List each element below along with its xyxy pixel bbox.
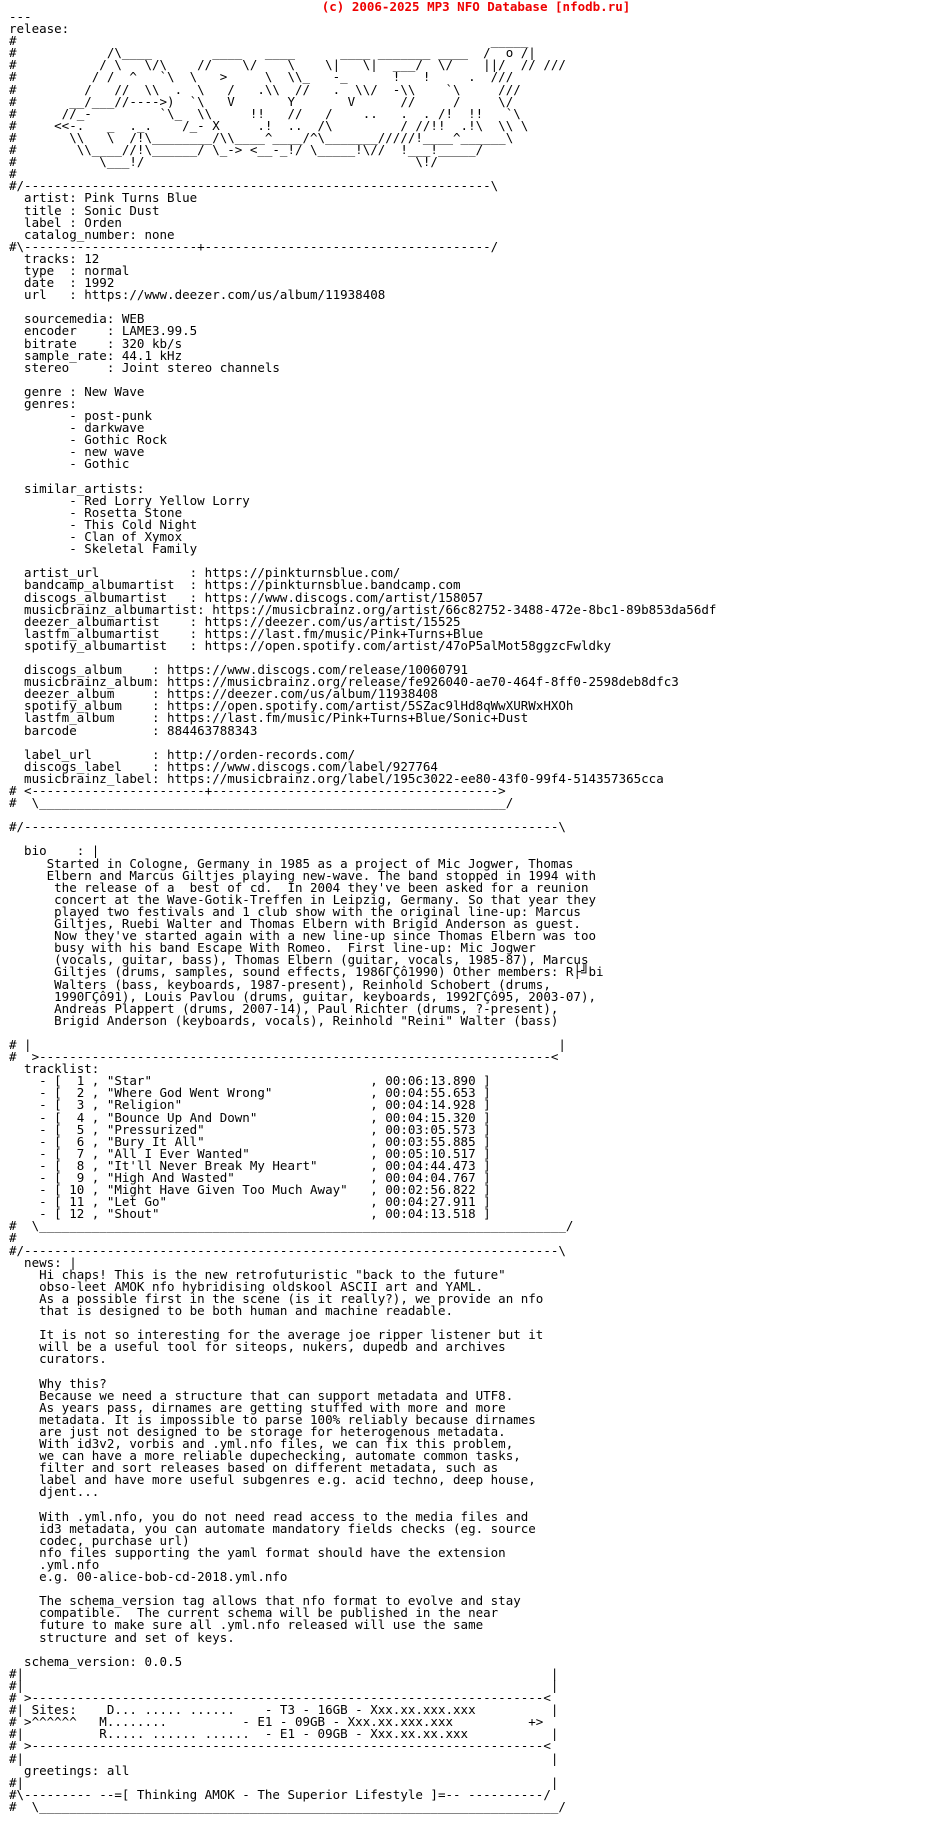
nfo-line: # >--------------------------------------------------------------------< (9, 1690, 551, 1706)
nfo-line: # //_- `\_ \\ !! // / .. . . /! !! `\ (9, 105, 521, 121)
nfo-line: # | | (9, 1036, 566, 1052)
nfo-line: # (9, 166, 17, 182)
nfo-line: # >--------------------------------------------------------------------< (9, 1738, 551, 1754)
nfo-line: - Clan of Xymox (9, 529, 183, 545)
nfo-line: - [ 12 , "Shout" , 00:04:13.518 ] (9, 1206, 491, 1222)
nfo-line: - [ 4 , "Bounce Up And Down" , 00:04:15.320 ] (9, 1109, 491, 1125)
nfo-line: compatible. The current schema will be published in the near (9, 1605, 499, 1621)
nfo-line: Giltjes, Ruebi Walter and Thomas Elbern with Brigid Anderson as guest. (9, 916, 581, 932)
nfo-line: lastfm_album : https://last.fm/music/Pink+Turns+Blue/Sonic+Dust (9, 710, 529, 726)
nfo-line: --- (9, 9, 32, 24)
nfo-line: - post-punk (9, 408, 152, 424)
nfo-line: # \______________________________________________________________/ (9, 795, 514, 811)
nfo-line: bitrate : 320 kb/s (9, 335, 183, 351)
nfo-line: metadata. It is impossible to parse 100% reliably because dirnames (9, 1411, 536, 1427)
nfo-line: - Red Lorry Yellow Lorry (9, 492, 250, 508)
nfo-line: spotify_albumartist : https://open.spotify.com/artist/47oP5alMot58ggzcFwldky (9, 637, 612, 653)
nfo-line: deezer_albumartist : https://deezer.com/us/artist/15525 (9, 613, 461, 629)
nfo-line: - [ 8 , "It'll Never Break My Heart" , 00:04:44.473 ] (9, 1157, 491, 1173)
nfo-line: - [ 7 , "All I Ever Wanted" , 00:05:10.517 ] (9, 1145, 491, 1161)
nfo-line: - new wave (9, 444, 145, 460)
nfo-line: # \______________________________________________________________________/ (9, 1218, 574, 1234)
nfo-line: With .yml.nfo, you do not need read access to the media files and (9, 1508, 529, 1524)
nfo-line: Now they've started again with a new line-up since Thomas Elbern was too (9, 928, 596, 944)
nfo-line: - Skeletal Family (9, 541, 198, 557)
nfo-line: Andreas Plappert (drums, 2007-14), Paul Richter (drums, ?-present), (9, 1000, 559, 1016)
nfo-line: lastfm_albumartist : https://last.fm/music/Pink+Turns+Blue (9, 625, 484, 641)
nfo-line: Giltjes (drums, samples, sound effects, 1986ΓÇô1990) Other members: R├╝bi (9, 964, 604, 980)
nfo-line: # \___!/ \!/ (9, 154, 438, 170)
nfo-line: - Gothic Rock (9, 432, 168, 448)
nfo-line: filter and sort releases based on different metadata, such as (9, 1460, 499, 1476)
nfo-line: e.g. 00-alice-bob-cd-2018.yml.nfo (9, 1569, 288, 1585)
nfo-line: #\-----------------------+--------------------------------------/ (9, 238, 499, 254)
nfo-line: # \\ \ /!\________/\\____^____/^\_______/////!____^______\ (9, 129, 514, 145)
nfo-line: - [ 10 , "Might Have Given Too Much Away" , 00:02:56.822 ] (9, 1182, 491, 1198)
nfo-line: musicbrainz_albumartist: https://musicbrainz.org/artist/66c82752-3488-472e-8bc1-89b853da56df (9, 601, 717, 617)
nfo-line: # / // \\ . \ / .\\ // . \\/ -\\ `\ /// (9, 81, 521, 97)
nfo-line: # <-----------------------+--------------------------------------> (9, 783, 506, 798)
nfo-line: greetings: all (9, 1762, 130, 1778)
nfo-line: codec, purchase url) (9, 1532, 190, 1548)
nfo-line: tracklist: (9, 1061, 100, 1077)
nfo-line: #| | (9, 1774, 559, 1790)
nfo-line: artist_url : https://pinkturnsblue.com/ (9, 565, 401, 581)
nfo-line: #\--------- --=[ Thinking AMOK - The Superior Lifestyle ]=-- ----------/ (9, 1786, 551, 1802)
nfo-line: .yml.nfo (9, 1557, 100, 1572)
nfo-line: Started in Cologne, Germany in 1985 as a project of Mic Jogwer, Thomas (9, 855, 574, 871)
nfo-line: obso-leet AMOK nfo hybridising oldskool ASCII art and YAML. (9, 1278, 484, 1294)
nfo-line: - [ 9 , "High And Wasted" , 00:04:04.767 ] (9, 1170, 491, 1185)
nfo-line: #| | (9, 1677, 559, 1693)
nfo-line: # (9, 1230, 17, 1246)
nfo-line: Elbern and Marcus Giltjes playing new-wave. The band stopped in 1994 with (9, 867, 596, 883)
nfo-line: # / \ \/\ // \/ \ \| \| ___/ \/ ||/ // /// (9, 57, 566, 73)
nfo-line: - [ 1 , "Star" , 00:06:13.890 ] (9, 1073, 491, 1089)
nfo-line: Because we need a structure that can support metadata and UTF8. (9, 1387, 514, 1403)
nfo-line: # / / ^ `\ \ > \ \\_ -_ ! ! . /// (9, 69, 514, 85)
nfo-line: are just not designed to be storage for heterogenous metadata. (9, 1423, 506, 1439)
nfo-line: Walters (bass, keyboards, 1987-present), Reinhold Schobert (drums, (9, 976, 551, 992)
nfo-line: musicbrainz_label: https://musicbrainz.org/label/195c3022-ee80-43f0-99f4-514357365cca (9, 770, 664, 786)
nfo-line: #/-----------------------------------------------------------------------\ (9, 819, 566, 835)
nfo-line: will be a useful tool for siteops, nukers, dupedb and archives (9, 1339, 506, 1355)
nfo-line: # \\____//!\______/ \_-> <__-_!/ \_____!\// !___!_____/ (9, 142, 484, 158)
nfo-line: busy with his band Escape With Romeo. First line-up: Mic Jogwer (9, 940, 536, 956)
nfo-line: - Gothic (9, 456, 130, 472)
nfo-line: #| Sites: D... ..... ...... - T3 - 16GB - Xxx.xx.xxx.xxx | (9, 1702, 559, 1718)
nfo-line: # >^^^^^^ M........ - E1 - 09GB - Xxx.xx.xxx.xxx +> (9, 1714, 544, 1730)
nfo-line: - Rosetta Stone (9, 504, 183, 520)
nfo-line: musicbrainz_album: https://musicbrainz.org/release/fe926040-ae70-464f-8ff0-2598deb8dfc3 (9, 674, 679, 690)
nfo-line: genres: (9, 396, 77, 411)
nfo-line: # /\____ ____ ____ ____ _______ ____ / o /| (9, 45, 536, 61)
nfo-line: tracks: 12 (9, 250, 100, 266)
nfo-line: #| | (9, 1750, 559, 1766)
nfo-line: #| R..... ...... ...... - E1 - 09GB - Xxx.xx.xx.xxx | (9, 1726, 559, 1742)
nfo-line: discogs_albumartist : https://www.discogs.com/artist/158057 (9, 589, 484, 605)
nfo-line: discogs_album : https://www.discogs.com/release/10060791 (9, 662, 469, 678)
nfo-line: - [ 11 , "Let Go" , 00:04:27.911 ] (9, 1194, 491, 1210)
nfo-line: #/--------------------------------------------------------------\ (9, 178, 499, 194)
nfo-line: catalog_number: none (9, 226, 175, 242)
nfo-line: label and have more useful subgenres e.g. acid techno, deep house, (9, 1472, 536, 1488)
nfo-line: concert at the Wave-Gotik-Treffen in Leipzig, Germany. So that year they (9, 891, 596, 907)
nfo-line: played two festivals and 1 club show with the original line-up: Marcus (9, 903, 581, 919)
nfo-line: curators. (9, 1351, 107, 1367)
nfo-line: deezer_album : https://deezer.com/us/album/11938408 (9, 686, 438, 702)
nfo-line: schema_version: 0.0.5 (9, 1653, 183, 1669)
nfo-line: sample_rate: 44.1 kHz (9, 347, 183, 363)
nfo-line: bandcamp_albumartist : https://pinkturnsblue.bandcamp.com (9, 577, 461, 593)
nfo-line: # <<-. _ ._. /_- X .! .. /\ / //!! .!\ \\ \ (9, 117, 529, 133)
nfo-line: url : https://www.deezer.com/us/album/11938408 (9, 287, 386, 303)
nfo-line: djent... (9, 1484, 100, 1500)
nfo-line: 1990ΓÇô91), Louis Pavlou (drums, guitar, keyboards, 1992ΓÇô95, 2003-07), (9, 988, 596, 1004)
nfo-line: (vocals, guitar, bass), Thomas Elbern (guitar, vocals, 1985-87), Marcus (9, 952, 589, 968)
nfo-line: label_url : http://orden-records.com/ (9, 746, 356, 762)
nfo-line: With id3v2, vorbis and .yml.nfo files, we can fix this problem, (9, 1436, 514, 1452)
nfo-line: As a possible first in the scene (is it really?), we provide an nfo (9, 1290, 544, 1306)
nfo-line: # _____ (9, 33, 529, 49)
nfo-line: sourcemedia: WEB (9, 311, 145, 327)
nfo-line: release: (9, 21, 70, 37)
nfo-line: type : normal (9, 262, 130, 278)
nfo-line: It is not so interesting for the average joe ripper listener but it (9, 1327, 544, 1343)
nfo-line: discogs_label : https://www.discogs.com/label/927764 (9, 758, 438, 774)
nfo-line: - [ 5 , "Pressurized" , 00:03:05.573 ] (9, 1121, 491, 1137)
nfo-line: Why this? (9, 1375, 107, 1391)
nfo-line: artist: Pink Turns Blue (9, 190, 198, 206)
nfo-line: - [ 3 , "Religion" , 00:04:14.928 ] (9, 1097, 491, 1113)
nfo-line: # \_____________________________________________________________________/ (9, 1798, 566, 1814)
nfo-line: - darkwave (9, 420, 145, 436)
nfo-line: - [ 6 , "Bury It All" , 00:03:55.885 ] (9, 1133, 491, 1149)
nfo-line: The schema_version tag allows that nfo format to evolve and stay (9, 1593, 521, 1609)
nfo-line: id3 metadata, you can automate mandatory fields checks (eg. source (9, 1520, 536, 1536)
nfo-text (9, 11, 716, 1813)
nfo-line: future to make sure all .yml.nfo released will use the same (9, 1617, 484, 1633)
nfo-line: nfo files supporting the yaml format should have the extension (9, 1544, 506, 1560)
nfo-line: barcode : 884463788343 (9, 722, 258, 738)
nfo-line: structure and set of keys. (9, 1629, 235, 1645)
nfo-line: - [ 2 , "Where God Went Wrong" , 00:04:55.653 ] (9, 1085, 491, 1101)
nfo-line: Brigid Anderson (keyboards, vocals), Reinhold "Reini" Walter (bass) (9, 1012, 559, 1028)
nfo-line: As years pass, dirnames are getting stuffed with more and more (9, 1399, 506, 1415)
nfo-line: spotify_album : https://open.spotify.com/artist/5SZac9lHd8qWwXURWxHXOh (9, 698, 574, 714)
nfo-line: date : 1992 (9, 275, 115, 291)
nfo-line: # __/___//---->) `\ V Y V // / \/ (9, 93, 514, 109)
nfo-line: #| | (9, 1665, 559, 1681)
nfo-line: encoder : LAME3.99.5 (9, 323, 198, 339)
nfo-line: Hi chaps! This is the new retrofuturistic "back to the future" (9, 1266, 506, 1282)
nfo-line: we can have a more reliable dupechecking, automate common tasks, (9, 1448, 521, 1464)
nfo-line: that is designed to be both human and machine readable. (9, 1303, 454, 1319)
nfo-line: title : Sonic Dust (9, 202, 160, 218)
site-header: (c) 2006-2025 MP3 NFO Database [nfodb.ru] (321, 0, 631, 14)
nfo-line: bio : | (9, 843, 100, 859)
nfo-line: similar_artists: (9, 480, 145, 496)
nfo-line: news: | (9, 1254, 77, 1270)
nfo-line: stereo : Joint stereo channels (9, 359, 280, 375)
nfo-line: genre : New Wave (9, 383, 145, 399)
nfo-line: the release of a best of cd. In 2004 they've been asked for a reunion (9, 879, 589, 895)
nfo-line: label : Orden (9, 214, 122, 230)
nfo-line: - This Cold Night (9, 516, 198, 532)
nfo-line: # >--------------------------------------------------------------------< (9, 1049, 559, 1065)
nfo-line: #/-----------------------------------------------------------------------\ (9, 1242, 566, 1258)
